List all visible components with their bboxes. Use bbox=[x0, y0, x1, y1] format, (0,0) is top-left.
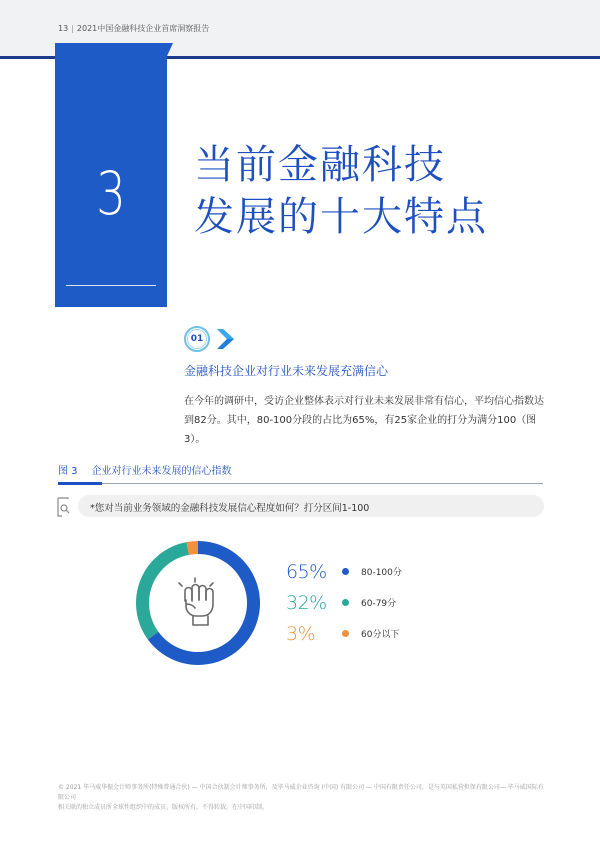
figure-rule-accent bbox=[58, 482, 102, 485]
raised-fist-icon bbox=[179, 578, 213, 625]
chart-legend bbox=[286, 556, 402, 649]
question-bar bbox=[78, 495, 544, 517]
legend-percent: 32% bbox=[286, 591, 327, 614]
chapter-block-notch bbox=[167, 43, 173, 56]
donut-chart bbox=[133, 538, 263, 668]
legend-swatch bbox=[342, 630, 349, 637]
footer-copyright bbox=[58, 783, 548, 813]
legend-item bbox=[286, 587, 402, 618]
legend-label: 60分以下 bbox=[361, 630, 400, 640]
footer-line: 相关联的独立成员所全球性组织中的成员。版权所有，不得转载。在中国印制。 bbox=[58, 804, 269, 811]
figure-number: 图 3 bbox=[58, 466, 78, 477]
figure-label bbox=[58, 462, 232, 477]
footer-line: © 2021 毕马威华振会计师事务所(特殊普通合伙) — 中国合伙制会计师事务所，及毕马威企业咨询 (中国) 有限公司 — 中国有限责任公司，是与英国私营担保有限公司— 毕马威国际有限公司 bbox=[58, 784, 544, 801]
chevron-right-icon bbox=[214, 328, 236, 350]
section-badge bbox=[184, 326, 210, 352]
running-header bbox=[58, 23, 209, 34]
chapter-number: 3 bbox=[96, 159, 126, 229]
chapter-block bbox=[55, 43, 167, 307]
chapter-title-line2: 发展的十大特点 bbox=[194, 194, 488, 240]
legend-label: 60-79分 bbox=[361, 599, 397, 609]
figure-rule bbox=[58, 483, 543, 484]
chapter-title bbox=[194, 139, 488, 243]
survey-question: *您对当前业务领域的金融科技发展信心程度如何？打分区间1-100 bbox=[90, 503, 370, 514]
legend-item bbox=[286, 556, 402, 587]
legend-percent: 65% bbox=[286, 560, 327, 583]
legend-label: 80-100分 bbox=[361, 568, 402, 578]
section-paragraph: 在今年的调研中，受访企业整体表示对行业未来发展非常有信心，平均信心指数达到82分。其中，80-100分段的占比为65%，有25家企业的打分为满分100（图3）。 bbox=[184, 396, 544, 445]
legend-swatch bbox=[342, 599, 349, 606]
donut-slice bbox=[136, 542, 189, 639]
header-separator: | bbox=[71, 24, 74, 33]
report-title: 2021中国金融科技企业首席洞察报告 bbox=[76, 24, 210, 33]
chapter-divider bbox=[66, 285, 156, 286]
legend-percent: 3% bbox=[286, 622, 316, 645]
section-badge-number: 01 bbox=[187, 329, 207, 349]
question-document-icon bbox=[56, 496, 72, 518]
chapter-title-line1: 当前金融科技 bbox=[194, 142, 446, 188]
figure-title: 企业对行业未来发展的信心指数 bbox=[91, 466, 232, 477]
legend-item bbox=[286, 618, 402, 649]
page-number: 13 bbox=[58, 24, 69, 33]
legend-swatch bbox=[342, 568, 349, 575]
section-subtitle: 金融科技企业对行业未来发展充满信心 bbox=[184, 364, 389, 378]
